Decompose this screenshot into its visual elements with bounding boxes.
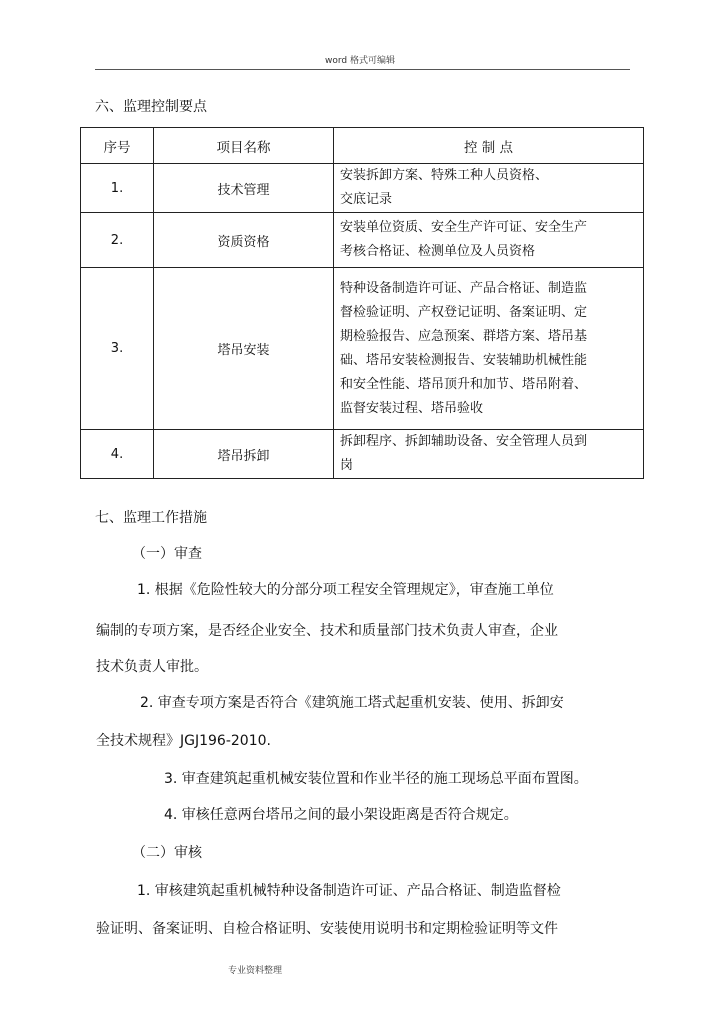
table-row <box>81 213 644 268</box>
subheading-review: （一）审查 <box>132 546 202 562</box>
control-line: 岗 <box>340 458 354 473</box>
row-no: 4. <box>81 430 154 479</box>
table-row <box>81 430 644 479</box>
row-no: 3. <box>81 268 154 430</box>
paragraph-line: 编制的专项方案，是否经企业安全、技术和质量部门技术负责人审查，企业 <box>96 623 558 639</box>
control-line: 督检验证明、产权登记证明、备案证明、定 <box>340 304 588 320</box>
row-name: 技术管理 <box>154 164 334 213</box>
control-line: 安装拆卸方案、特殊工种人员资格、 <box>340 168 549 183</box>
row-name: 资质资格 <box>154 213 334 268</box>
page-footer: 专业资料整理 <box>228 966 283 976</box>
header-divider <box>95 69 630 70</box>
row-control-points <box>334 213 644 268</box>
paragraph-line: 全技术规程》JGJ196-2010. <box>96 733 271 749</box>
control-line: 期检验报告、应急预案、群塔方案、塔吊基 <box>340 328 588 344</box>
control-line: 安装单位资质、安全生产许可证、安全生产 <box>340 220 588 235</box>
paragraph-line: 4. 审核任意两台塔吊之间的最小架设距离是否符合规定。 <box>164 807 518 823</box>
header-item-name: 项目名称 <box>154 128 334 164</box>
row-control-points <box>334 430 644 479</box>
control-line: 考核合格证、检测单位及人员资格 <box>340 244 536 259</box>
control-line: 交底记录 <box>340 192 393 207</box>
row-name: 塔吊拆卸 <box>154 430 334 479</box>
row-name: 塔吊安装 <box>154 268 334 430</box>
page-header: word 格式可编辑 <box>325 56 395 66</box>
row-no: 1. <box>81 164 154 213</box>
header-control-point: 控 制 点 <box>334 128 644 164</box>
paragraph-line: 1. 根据《危险性较大的分部分项工程安全管理规定》，审查施工单位 <box>137 582 554 598</box>
subheading-audit: （二）审核 <box>132 845 202 861</box>
control-line: 监督安装过程、塔吊验收 <box>340 400 484 416</box>
section6-heading: 六、监理控制要点 <box>95 99 207 115</box>
table-row <box>81 268 644 430</box>
section7-heading: 七、监理工作措施 <box>95 510 207 526</box>
paragraph-line: 验证明、备案证明、自检合格证明、安装使用说明书和定期检验证明等文件 <box>96 921 558 937</box>
paragraph-line: 1. 审核建筑起重机械特种设备制造许可证、产品合格证、制造监督检 <box>137 883 561 899</box>
header-seq: 序号 <box>81 128 154 164</box>
table-header-row <box>81 128 644 164</box>
control-line: 和安全性能、塔吊顶升和加节、塔吊附着、 <box>340 376 588 392</box>
table-row <box>81 164 644 213</box>
control-line: 特种设备制造许可证、产品合格证、制造监 <box>340 280 588 296</box>
paragraph-line: 技术负责人审批。 <box>96 659 208 675</box>
paragraph-line: 2. 审查专项方案是否符合《建筑施工塔式起重机安装、使用、拆卸安 <box>140 695 564 711</box>
control-line: 础、塔吊安装检测报告、安装辅助机械性能 <box>340 352 588 368</box>
control-line: 拆卸程序、拆卸辅助设备、安全管理人员到 <box>340 434 588 449</box>
control-points-table <box>80 127 644 479</box>
paragraph-line: 3. 审查建筑起重机械安装位置和作业半径的施工现场总平面布置图。 <box>164 771 588 787</box>
row-control-points <box>334 268 644 430</box>
row-control-points <box>334 164 644 213</box>
row-no: 2. <box>81 213 154 268</box>
